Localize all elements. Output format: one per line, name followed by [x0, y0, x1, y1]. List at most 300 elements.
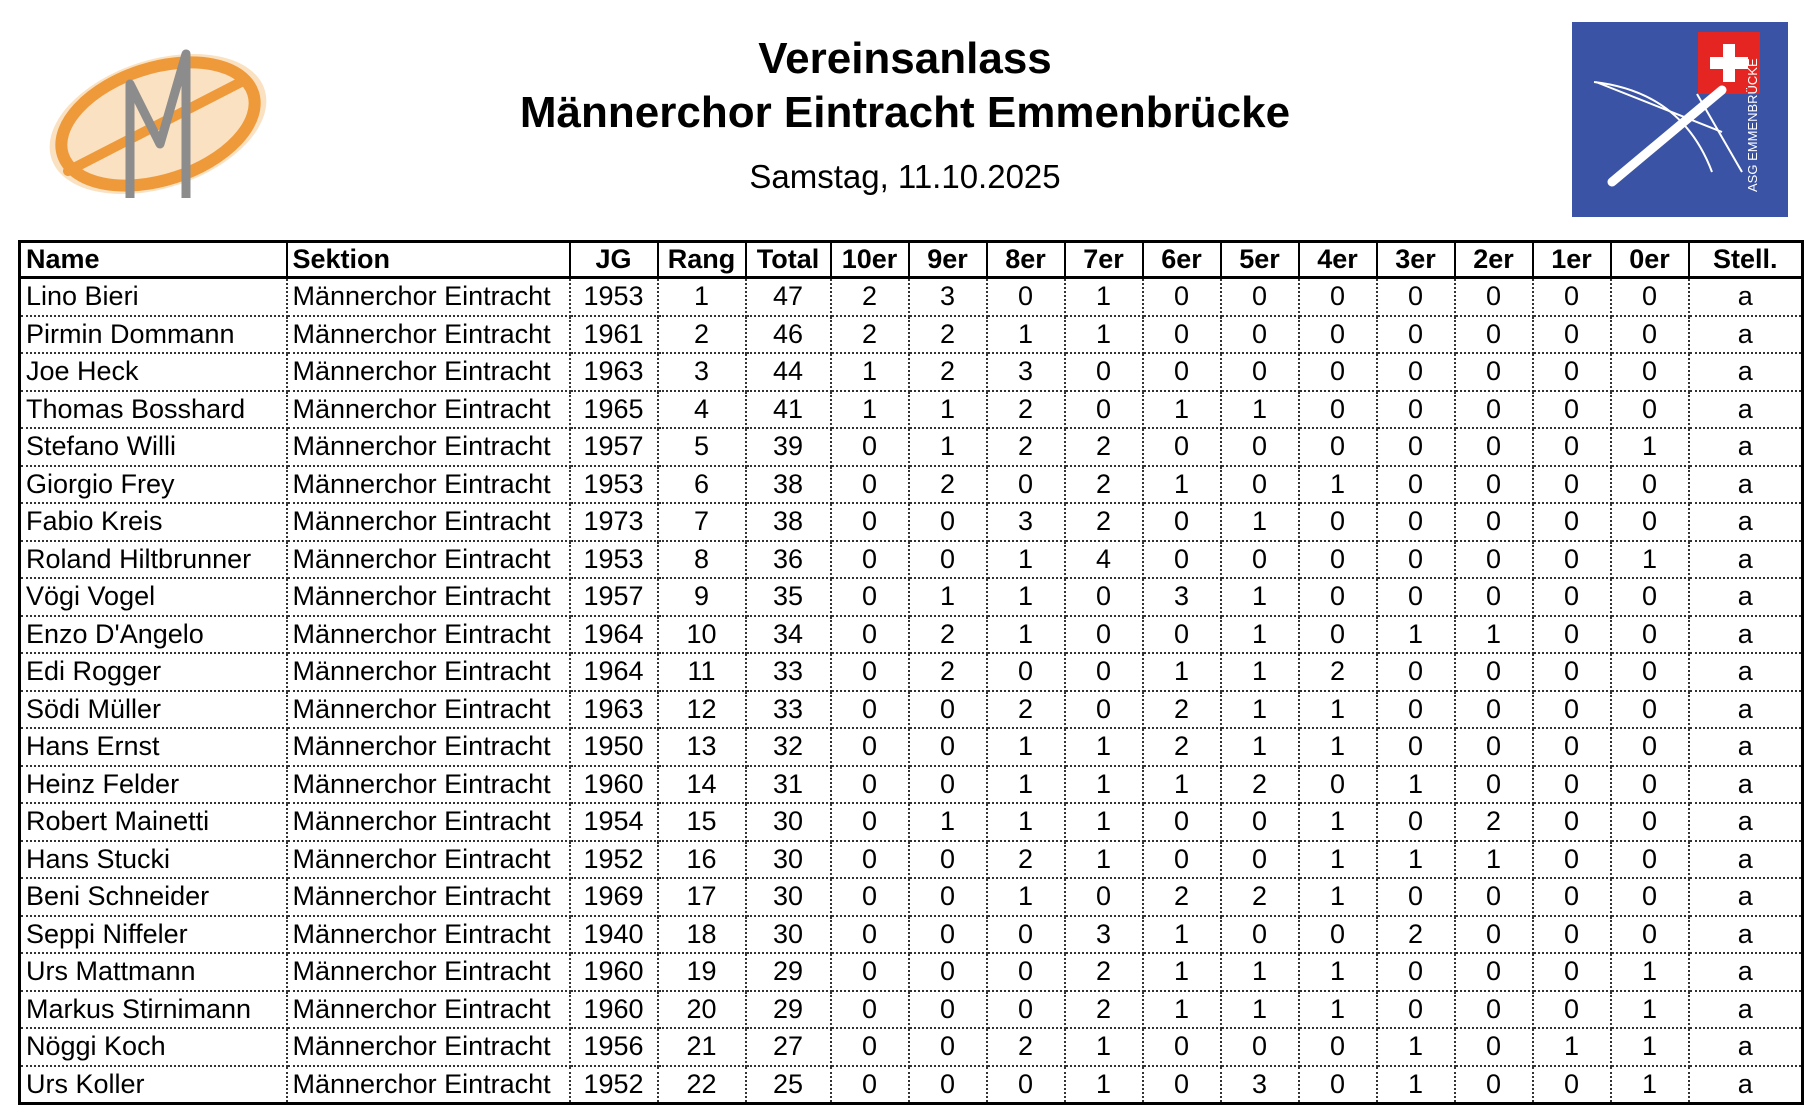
- table-row: [20, 728, 1803, 766]
- table-cell: 1: [1065, 766, 1143, 804]
- table-cell: 14: [658, 766, 746, 804]
- table-cell: Männerchor Eintracht: [287, 841, 570, 879]
- column-header: Rang: [658, 242, 746, 278]
- table-row: [20, 878, 1803, 916]
- table-cell: 0: [1377, 541, 1455, 579]
- table-cell: 1: [909, 803, 987, 841]
- table-cell: Urs Mattmann: [20, 953, 287, 991]
- table-cell: 0: [1143, 428, 1221, 466]
- table-cell: 0: [831, 1066, 909, 1104]
- table-cell: 2: [1065, 428, 1143, 466]
- table-cell: 9: [658, 578, 746, 616]
- table-cell: Thomas Bosshard: [20, 391, 287, 429]
- table-cell: 0: [1533, 353, 1611, 391]
- table-cell: Männerchor Eintracht: [287, 991, 570, 1029]
- table-cell: 2: [1377, 916, 1455, 954]
- table-cell: 0: [831, 691, 909, 729]
- table-cell: 0: [1299, 916, 1377, 954]
- table-cell: a: [1689, 1028, 1803, 1066]
- column-header: 1er: [1533, 242, 1611, 278]
- table-cell: 0: [1533, 653, 1611, 691]
- table-cell: 1965: [570, 391, 658, 429]
- table-cell: 0: [1143, 541, 1221, 579]
- table-row: [20, 616, 1803, 654]
- table-cell: 1: [1065, 728, 1143, 766]
- table-cell: 34: [746, 616, 831, 654]
- column-header: Total: [746, 242, 831, 278]
- table-cell: 0: [987, 278, 1065, 316]
- table-cell: 0: [1065, 616, 1143, 654]
- table-cell: Seppi Niffeler: [20, 916, 287, 954]
- table-cell: 2: [1143, 728, 1221, 766]
- table-cell: 1: [909, 428, 987, 466]
- table-cell: 1: [1143, 991, 1221, 1029]
- table-header-row: [20, 242, 1803, 278]
- table-cell: 17: [658, 878, 746, 916]
- table-cell: 0: [1065, 691, 1143, 729]
- table-cell: 0: [1611, 278, 1689, 316]
- maennerchor-logo-icon: [28, 26, 278, 204]
- table-cell: 0: [1455, 278, 1533, 316]
- table-cell: 2: [909, 466, 987, 504]
- table-cell: 0: [1611, 353, 1689, 391]
- table-cell: a: [1689, 878, 1803, 916]
- table-cell: Joe Heck: [20, 353, 287, 391]
- table-cell: Enzo D'Angelo: [20, 616, 287, 654]
- table-row: [20, 841, 1803, 879]
- table-row: [20, 466, 1803, 504]
- table-cell: 1: [1455, 616, 1533, 654]
- table-cell: 2: [909, 316, 987, 354]
- table-row: [20, 353, 1803, 391]
- table-cell: 29: [746, 991, 831, 1029]
- table-cell: 0: [1533, 953, 1611, 991]
- table-cell: 0: [1299, 578, 1377, 616]
- table-cell: 0: [1299, 316, 1377, 354]
- table-cell: 0: [1221, 541, 1299, 579]
- table-cell: 0: [1533, 841, 1611, 879]
- table-cell: 0: [1611, 728, 1689, 766]
- column-header: Sektion: [287, 242, 570, 278]
- column-header: 9er: [909, 242, 987, 278]
- table-cell: Männerchor Eintracht: [287, 803, 570, 841]
- table-cell: 0: [1533, 691, 1611, 729]
- table-cell: 2: [909, 353, 987, 391]
- table-cell: 0: [1377, 391, 1455, 429]
- table-cell: Männerchor Eintracht: [287, 953, 570, 991]
- table-cell: 32: [746, 728, 831, 766]
- table-row: [20, 916, 1803, 954]
- table-cell: 0: [987, 1066, 1065, 1104]
- table-row: [20, 578, 1803, 616]
- table-cell: 35: [746, 578, 831, 616]
- table-cell: 1: [1065, 1028, 1143, 1066]
- table-cell: 0: [987, 916, 1065, 954]
- table-cell: 0: [1377, 878, 1455, 916]
- table-cell: 0: [831, 653, 909, 691]
- table-cell: 1953: [570, 541, 658, 579]
- table-cell: 0: [831, 728, 909, 766]
- table-cell: 1: [1377, 1066, 1455, 1104]
- table-cell: a: [1689, 278, 1803, 316]
- table-cell: 0: [1377, 466, 1455, 504]
- table-cell: 0: [1065, 578, 1143, 616]
- table-cell: 3: [987, 503, 1065, 541]
- table-row: [20, 278, 1803, 316]
- table-cell: 1: [1611, 953, 1689, 991]
- table-cell: a: [1689, 691, 1803, 729]
- table-cell: 1: [1221, 653, 1299, 691]
- table-cell: 1964: [570, 616, 658, 654]
- table-cell: 1: [1221, 391, 1299, 429]
- table-cell: 0: [987, 466, 1065, 504]
- table-cell: 30: [746, 841, 831, 879]
- table-cell: 27: [746, 1028, 831, 1066]
- table-cell: 0: [1299, 503, 1377, 541]
- table-cell: 1: [1377, 616, 1455, 654]
- table-cell: 1: [1611, 991, 1689, 1029]
- table-row: [20, 653, 1803, 691]
- table-cell: 2: [1221, 878, 1299, 916]
- table-cell: 1957: [570, 428, 658, 466]
- table-cell: 0: [1611, 316, 1689, 354]
- table-cell: 1: [1299, 691, 1377, 729]
- table-cell: 2: [1143, 878, 1221, 916]
- table-cell: 0: [1533, 578, 1611, 616]
- table-cell: 0: [1143, 503, 1221, 541]
- table-cell: 1: [1611, 428, 1689, 466]
- table-cell: 0: [1143, 616, 1221, 654]
- table-cell: Männerchor Eintracht: [287, 278, 570, 316]
- table-row: [20, 691, 1803, 729]
- table-cell: 1: [987, 578, 1065, 616]
- table-cell: 1: [909, 391, 987, 429]
- table-cell: 1: [1065, 841, 1143, 879]
- table-cell: 29: [746, 953, 831, 991]
- table-cell: a: [1689, 428, 1803, 466]
- table-cell: 0: [987, 653, 1065, 691]
- table-cell: 0: [1533, 1066, 1611, 1104]
- page-subtitle: Männerchor Eintracht Emmenbrücke: [519, 88, 1291, 137]
- table-cell: 1954: [570, 803, 658, 841]
- column-header: 0er: [1611, 242, 1689, 278]
- table-cell: 0: [831, 428, 909, 466]
- table-cell: 1: [1143, 953, 1221, 991]
- table-cell: 41: [746, 391, 831, 429]
- table-cell: Männerchor Eintracht: [287, 428, 570, 466]
- table-cell: 0: [1611, 766, 1689, 804]
- table-cell: 20: [658, 991, 746, 1029]
- table-cell: 0: [909, 916, 987, 954]
- table-cell: 2: [1143, 691, 1221, 729]
- table-cell: 2: [1299, 653, 1377, 691]
- table-row: [20, 991, 1803, 1029]
- table-cell: 1952: [570, 841, 658, 879]
- table-cell: 1: [987, 766, 1065, 804]
- table-cell: 30: [746, 878, 831, 916]
- table-cell: Männerchor Eintracht: [287, 766, 570, 804]
- table-cell: 0: [909, 728, 987, 766]
- table-cell: 0: [1377, 953, 1455, 991]
- table-cell: 0: [1143, 353, 1221, 391]
- table-cell: 1: [1299, 991, 1377, 1029]
- table-cell: 2: [831, 278, 909, 316]
- table-cell: Männerchor Eintracht: [287, 916, 570, 954]
- table-cell: 0: [1455, 353, 1533, 391]
- table-cell: 1: [1065, 1066, 1143, 1104]
- table-cell: Heinz Felder: [20, 766, 287, 804]
- table-cell: 1960: [570, 766, 658, 804]
- table-cell: 0: [831, 841, 909, 879]
- table-cell: 2: [1221, 766, 1299, 804]
- table-cell: 1964: [570, 653, 658, 691]
- table-cell: a: [1689, 391, 1803, 429]
- table-cell: 0: [1377, 278, 1455, 316]
- table-cell: 0: [1455, 953, 1533, 991]
- table-cell: a: [1689, 653, 1803, 691]
- table-cell: 0: [1455, 1028, 1533, 1066]
- crossbow-logo-icon: [1572, 22, 1788, 217]
- table-cell: 0: [1455, 878, 1533, 916]
- table-cell: 0: [831, 503, 909, 541]
- table-cell: 1: [1299, 466, 1377, 504]
- table-cell: 1940: [570, 916, 658, 954]
- table-cell: 1: [1065, 278, 1143, 316]
- table-cell: 0: [1533, 428, 1611, 466]
- table-cell: Hans Ernst: [20, 728, 287, 766]
- table-cell: a: [1689, 541, 1803, 579]
- table-cell: 1: [1299, 841, 1377, 879]
- table-cell: 1950: [570, 728, 658, 766]
- table-cell: 22: [658, 1066, 746, 1104]
- table-cell: 2: [658, 316, 746, 354]
- table-cell: a: [1689, 353, 1803, 391]
- table-cell: 0: [1455, 503, 1533, 541]
- table-cell: 0: [1377, 503, 1455, 541]
- column-header: 4er: [1299, 242, 1377, 278]
- table-cell: Markus Stirnimann: [20, 991, 287, 1029]
- table-cell: a: [1689, 991, 1803, 1029]
- table-cell: a: [1689, 616, 1803, 654]
- table-cell: 1963: [570, 353, 658, 391]
- table-cell: 0: [1455, 1066, 1533, 1104]
- column-header: 8er: [987, 242, 1065, 278]
- table-cell: 0: [1611, 503, 1689, 541]
- table-cell: 46: [746, 316, 831, 354]
- table-cell: 0: [1455, 578, 1533, 616]
- table-cell: 0: [1221, 1028, 1299, 1066]
- table-cell: 8: [658, 541, 746, 579]
- table-cell: 1: [831, 391, 909, 429]
- table-cell: 31: [746, 766, 831, 804]
- table-cell: 4: [1065, 541, 1143, 579]
- table-cell: 1: [1299, 803, 1377, 841]
- table-cell: 0: [1533, 916, 1611, 954]
- table-cell: 38: [746, 503, 831, 541]
- table-cell: 0: [1377, 991, 1455, 1029]
- table-cell: 0: [1455, 541, 1533, 579]
- table-cell: 0: [1065, 878, 1143, 916]
- table-cell: 0: [987, 953, 1065, 991]
- table-cell: 0: [1143, 1066, 1221, 1104]
- table-cell: 0: [1299, 353, 1377, 391]
- table-cell: 0: [1455, 691, 1533, 729]
- table-cell: 1: [1221, 991, 1299, 1029]
- table-cell: 11: [658, 653, 746, 691]
- column-header: 10er: [831, 242, 909, 278]
- table-cell: 0: [1065, 391, 1143, 429]
- table-cell: 25: [746, 1066, 831, 1104]
- table-cell: 1: [1143, 391, 1221, 429]
- table-cell: 0: [909, 1028, 987, 1066]
- table-cell: Nöggi Koch: [20, 1028, 287, 1066]
- table-cell: 0: [1611, 878, 1689, 916]
- table-cell: 0: [1377, 691, 1455, 729]
- table-cell: 1956: [570, 1028, 658, 1066]
- table-cell: Urs Koller: [20, 1066, 287, 1104]
- table-cell: 1: [1377, 841, 1455, 879]
- table-cell: 0: [831, 766, 909, 804]
- table-cell: 0: [1143, 278, 1221, 316]
- table-cell: Edi Rogger: [20, 653, 287, 691]
- table-cell: 1: [987, 728, 1065, 766]
- table-cell: 19: [658, 953, 746, 991]
- table-cell: a: [1689, 916, 1803, 954]
- table-cell: Männerchor Eintracht: [287, 316, 570, 354]
- table-cell: a: [1689, 503, 1803, 541]
- table-cell: 1: [987, 878, 1065, 916]
- table-cell: 1969: [570, 878, 658, 916]
- table-cell: a: [1689, 766, 1803, 804]
- table-cell: 0: [1377, 728, 1455, 766]
- table-cell: 1: [1221, 578, 1299, 616]
- table-cell: Männerchor Eintracht: [287, 391, 570, 429]
- table-cell: Männerchor Eintracht: [287, 653, 570, 691]
- table-cell: Männerchor Eintracht: [287, 878, 570, 916]
- table-cell: 0: [831, 466, 909, 504]
- table-cell: 1: [987, 541, 1065, 579]
- table-cell: 0: [1455, 766, 1533, 804]
- table-cell: 0: [1611, 578, 1689, 616]
- table-cell: 1: [658, 278, 746, 316]
- table-cell: 1960: [570, 991, 658, 1029]
- table-cell: 0: [1065, 653, 1143, 691]
- table-cell: 0: [1611, 691, 1689, 729]
- table-cell: a: [1689, 316, 1803, 354]
- table-cell: 0: [1533, 278, 1611, 316]
- table-cell: 0: [1533, 391, 1611, 429]
- table-cell: 38: [746, 466, 831, 504]
- table-cell: 0: [909, 991, 987, 1029]
- table-cell: 2: [987, 391, 1065, 429]
- table-cell: 0: [1533, 541, 1611, 579]
- table-cell: 1: [1299, 728, 1377, 766]
- table-cell: 0: [1299, 278, 1377, 316]
- table-cell: 0: [831, 616, 909, 654]
- table-cell: 1973: [570, 503, 658, 541]
- table-cell: 2: [987, 691, 1065, 729]
- table-cell: a: [1689, 803, 1803, 841]
- column-header: 7er: [1065, 242, 1143, 278]
- table-cell: 1: [1377, 1028, 1455, 1066]
- table-cell: 0: [1611, 803, 1689, 841]
- table-cell: Beni Schneider: [20, 878, 287, 916]
- table-cell: Männerchor Eintracht: [287, 578, 570, 616]
- table-cell: 1960: [570, 953, 658, 991]
- table-cell: 1: [1611, 1066, 1689, 1104]
- table-cell: 1957: [570, 578, 658, 616]
- table-cell: 7: [658, 503, 746, 541]
- table-cell: Södi Müller: [20, 691, 287, 729]
- table-cell: 0: [1377, 578, 1455, 616]
- table-cell: 33: [746, 653, 831, 691]
- table-cell: 1: [1143, 766, 1221, 804]
- table-row: [20, 391, 1803, 429]
- table-cell: 1: [1455, 841, 1533, 879]
- table-cell: Stefano Willi: [20, 428, 287, 466]
- table-cell: 0: [1611, 916, 1689, 954]
- table-cell: 0: [1143, 316, 1221, 354]
- column-header: 2er: [1455, 242, 1533, 278]
- table-cell: 0: [1299, 541, 1377, 579]
- table-cell: 1: [1533, 1028, 1611, 1066]
- table-cell: 0: [1377, 803, 1455, 841]
- table-cell: 0: [831, 916, 909, 954]
- table-cell: Vögi Vogel: [20, 578, 287, 616]
- table-cell: 33: [746, 691, 831, 729]
- table-cell: 0: [1299, 1028, 1377, 1066]
- table-cell: 1: [1221, 503, 1299, 541]
- table-cell: 0: [909, 541, 987, 579]
- table-cell: a: [1689, 841, 1803, 879]
- table-cell: 0: [1299, 391, 1377, 429]
- table-cell: 0: [1221, 316, 1299, 354]
- table-cell: 0: [1377, 653, 1455, 691]
- table-cell: 0: [1533, 503, 1611, 541]
- table-row: [20, 1028, 1803, 1066]
- table-cell: 1: [987, 616, 1065, 654]
- table-cell: 0: [1455, 391, 1533, 429]
- table-cell: 0: [1455, 916, 1533, 954]
- table-cell: 0: [1455, 316, 1533, 354]
- table-cell: 0: [1221, 428, 1299, 466]
- table-cell: 2: [987, 428, 1065, 466]
- table-cell: 0: [987, 991, 1065, 1029]
- table-cell: Giorgio Frey: [20, 466, 287, 504]
- table-cell: 1: [1299, 878, 1377, 916]
- table-cell: Männerchor Eintracht: [287, 353, 570, 391]
- table-cell: 0: [909, 841, 987, 879]
- table-cell: 0: [831, 991, 909, 1029]
- column-header: 3er: [1377, 242, 1455, 278]
- table-cell: Hans Stucki: [20, 841, 287, 879]
- table-cell: 3: [909, 278, 987, 316]
- table-cell: 3: [987, 353, 1065, 391]
- table-cell: Männerchor Eintracht: [287, 466, 570, 504]
- table-cell: 0: [1611, 841, 1689, 879]
- table-cell: 2: [987, 1028, 1065, 1066]
- table-cell: 0: [909, 691, 987, 729]
- table-cell: 0: [1143, 803, 1221, 841]
- table-cell: Männerchor Eintracht: [287, 728, 570, 766]
- table-cell: 1: [987, 316, 1065, 354]
- table-cell: Robert Mainetti: [20, 803, 287, 841]
- table-cell: a: [1689, 578, 1803, 616]
- table-cell: 3: [658, 353, 746, 391]
- table-cell: 3: [1221, 1066, 1299, 1104]
- table-cell: 15: [658, 803, 746, 841]
- table-cell: 0: [909, 503, 987, 541]
